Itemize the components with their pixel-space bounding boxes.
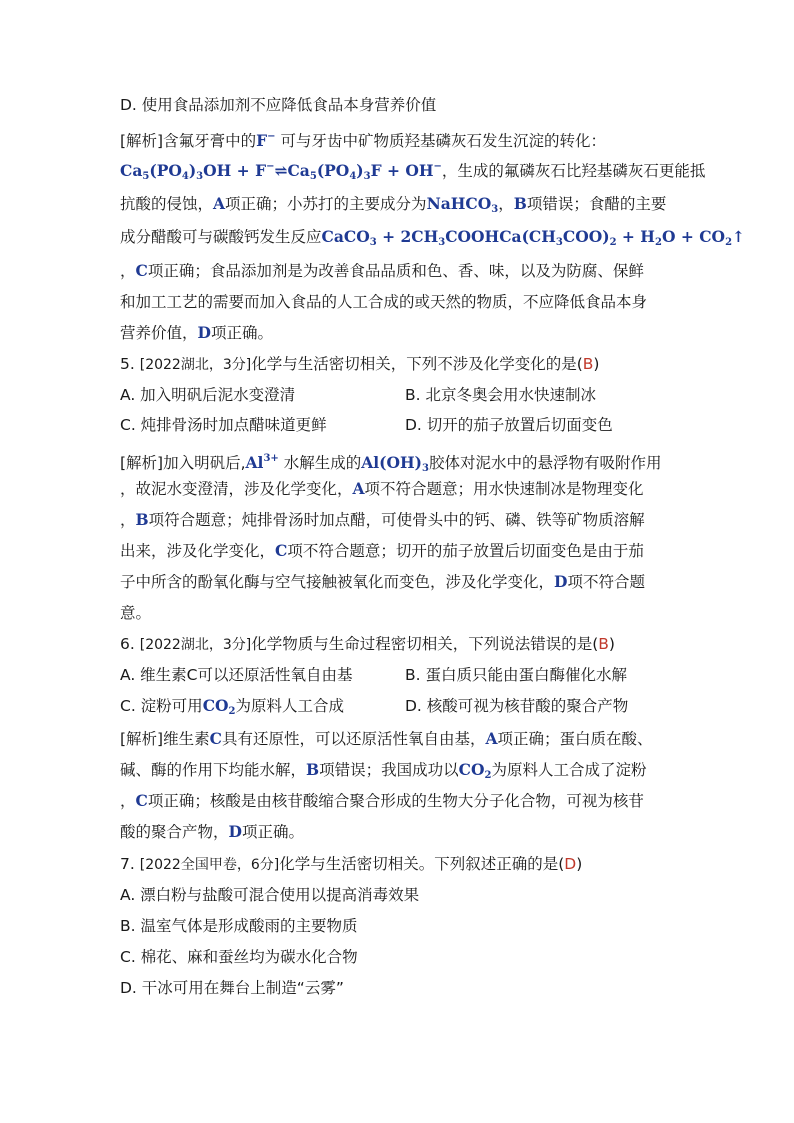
q4-analysis-line4: 成分醋酸可与碳酸钙发生反应CaCO$_3$ + $2CH_3COOHCa(CH_3COO)_2 + H_2O$ + $CO_2↑$ — [120, 227, 746, 248]
q7-option-a: A. 漂白粉与盐酸可混合使用以提高消毒效果 — [120, 886, 420, 904]
q7-stem: 7. [2022全国甲卷，6分]化学与生活密切相关。下列叙述正确的是(D) — [120, 855, 583, 873]
q4-analysis-line6: 和加工工艺的需要而加入食品的人工合成的或天然的物质，不应降低食品本身 — [120, 293, 648, 311]
q6-analysis-line3: ，C项正确；核酸是由核苷酸缩合聚合形成的生物大分子化合物，可视为核苷 — [120, 791, 644, 810]
formula-co2: $CO_2$ — [202, 696, 236, 717]
q5-analysis-line3: ，B项符合题意；炖排骨汤时加点醋，可使骨头中的钙、磷、铁等矿物质溶解 — [120, 510, 645, 529]
q5-analysis-line5: 子中所含的酚氧化酶与空气接触被氧化而变色，涉及化学变化，D项不符合题 — [120, 572, 645, 591]
q5-analysis-line1: [解析]加入明矾后$,Al^{3+}$ 水解生成的$Al(OH)_3$胶体对泥水中的悬浮物有吸附作用 — [120, 453, 662, 474]
q6-option-a: A. 维生素C可以还原活性氧自由基 — [120, 666, 353, 684]
formula-aloh3: $Al(OH)_3$ — [361, 453, 429, 474]
q6-analysis-line1: [解析]维生素C具有还原性，可以还原活性氧自由基，A项正确；蛋白质在酸、 — [120, 729, 653, 748]
formula-f-ion: F− — [256, 131, 276, 150]
formula-al-ion: $Al^{3+}$ — [245, 453, 279, 472]
q5-stem: 5. [2022湖北，3分]化学与生活密切相关，下列不涉及化学变化的是(B) — [120, 355, 600, 373]
q5-option-c: C. 炖排骨汤时加点醋味道更鲜 — [120, 416, 327, 434]
q6-analysis-line2: 碱、酶的作用下均能水解，B项错误；我国成功以$CO_2$为原料人工合成了淀粉 — [120, 760, 647, 781]
formula-equation-fluorapatite: $Ca_5(PO_4)_3OH$ + $F^-\rightleftharpoons Ca_5(PO_4)_3F + OH^-$ — [120, 161, 442, 182]
q5-option-d: D. 切开的茄子放置后切面变色 — [405, 416, 613, 434]
q6-answer: B — [598, 635, 609, 653]
q5-analysis-line4: 出来，涉及化学变化，C项不符合题意；切开的茄子放置后切面变色是由于茄 — [120, 541, 644, 560]
q6-option-b: B. 蛋白质只能由蛋白酶催化水解 — [405, 666, 627, 684]
q5-answer: B — [582, 355, 594, 373]
q4-analysis-line7: 营养价值，D项正确。 — [120, 323, 273, 342]
q7-option-d: D. 干冰可用在舞台上制造“云雾” — [120, 979, 344, 997]
q6-option-d: D. 核酸可视为核苷酸的聚合产物 — [405, 697, 629, 715]
q7-option-c: C. 棉花、麻和蚕丝均为碳水化合物 — [120, 948, 358, 966]
q6-stem: 6. [2022湖北，3分]化学物质与生命过程密切相关，下列说法错误的是(B) — [120, 635, 615, 653]
q5-option-b: B. 北京冬奥会用水快速制冰 — [405, 386, 596, 404]
q5-analysis-line6: 意。 — [120, 604, 152, 622]
q4-analysis-line2: $Ca_5(PO_4)_3OH$ + $F^-\rightleftharpoons Ca_5(PO_4)_3F + OH^-$，生成的氟磷灰石比羟基磷灰石更能抵 — [120, 161, 706, 182]
q7-answer: D — [564, 855, 577, 873]
q6-analysis-line4: 酸的聚合产物，D项正确。 — [120, 822, 304, 841]
q6-option-c: C. 淀粉可用$CO_2$为原料人工合成 — [120, 696, 345, 717]
q4-analysis-line5: ，C项正确；食品添加剂是为改善食品品质和色、香、味，以及为防腐、保鲜 — [120, 261, 644, 280]
q5-analysis-line2: ，故泥水变澄清，涉及化学变化，A项不符合题意；用水快速制冰是物理变化 — [120, 479, 644, 498]
formula-equation-vinegar: CaCO$_3$ + $2CH_3COOHCa(CH_3COO)_2 + H_2O$ + $CO_2↑$ — [321, 227, 746, 248]
formula-co2: $CO_2$ — [458, 760, 492, 781]
q4-analysis-line1: [解析]含氟牙膏中的F− 可与牙齿中矿物质羟基磷灰石发生沉淀的转化： — [120, 131, 606, 150]
q5-option-a: A. 加入明矾后泥水变澄清 — [120, 386, 296, 404]
formula-nahco3: NaHCO$_3$ — [426, 194, 499, 215]
q7-option-b: B. 温室气体是形成酸雨的主要物质 — [120, 917, 358, 935]
q4-option-d: D. 使用食品添加剂不应降低食品本身营养价值 — [120, 96, 437, 114]
q4-analysis-line3: 抗酸的侵蚀，A项正确；小苏打的主要成分为NaHCO$_3$，B项错误；食醋的主要 — [120, 194, 667, 215]
